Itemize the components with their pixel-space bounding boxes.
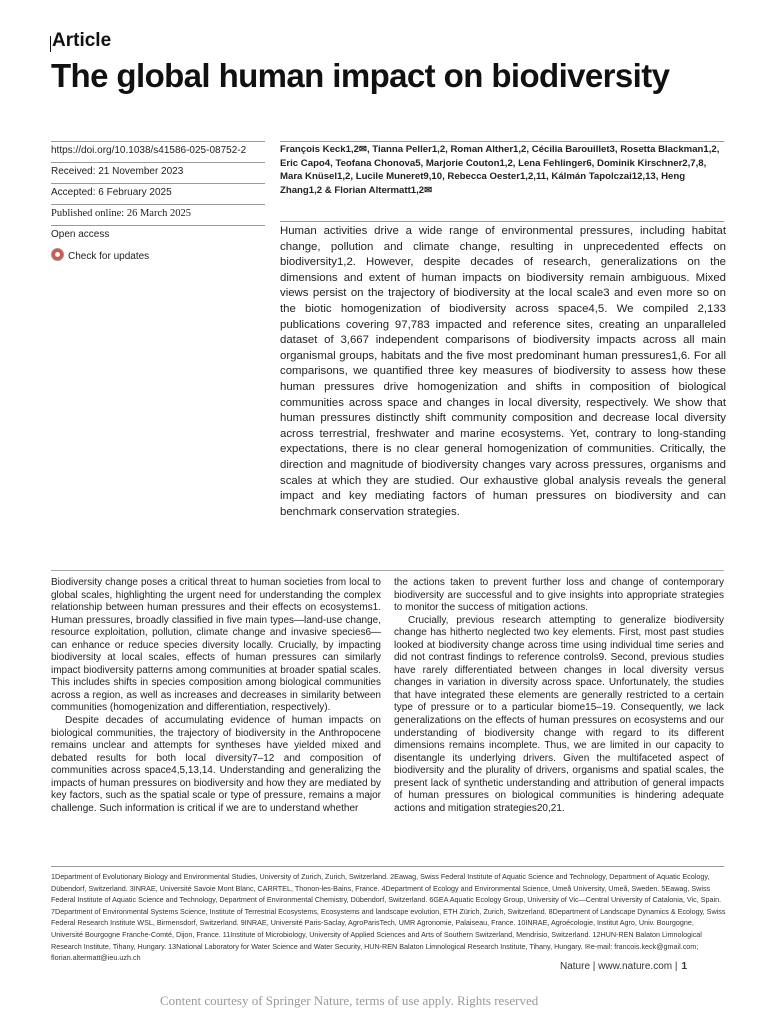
check-updates-icon [51,248,64,261]
affiliations-footnotes: 1Department of Evolutionary Biology and Environmental Studies, University of Zurich, Zurich, Switzerland. 2Eawag, Swiss Federal Institute of Aquatic Science and Technology, Department of Aquatic Ecology, Dübendorf, Switzerland. 3INRAE, Université Savoie Mont Blanc, CARRTEL, Thonon-les-Bains, France. 4Department of Ecology and Environmental Science, Umeå University, Umeå, Sweden. 5Eawag, Swiss Federal Institute of Aquatic Science and Technology, Department of Environmental Chemistry, Dübendorf, Switzerland. 6GEA Aquatic Ecology Group, University of Vic—Central University of Catalonia, Vic, Spain. 7Department of Environmental Systems Science, Institute of Terrestrial Ecosystems, Ecosystems and landscape evolution, ETH Zürich, Zurich, Switzerland. 8Department of Landscape Dynamics & Ecology, Swiss Federal Research Institute WSL, Birmensdorf, Switzerland. 9INRAE, Université Paris-Saclay, AgroParisTech, UMR Agronomie, Palaiseau, France. 10INRAE, Agroécologie, Institut Agro, Univ. Bourgogne, Université Bourgogne Franche-Comté, Dijon, France. 11Institute of Microbiology, University of Applied Sciences and Arts of Southern Switzerland, Mendrisio, Switzerland. 12HUN-REN Balaton Limnological Research Institute, Tihany, Hungary. 13National Laboratory for Water Science and Water Security, HUN-REN Balaton Limnological Research Institute, Tihany, Hungary. ✉e-mail: francois.keck@gmail.com; florian.altermatt@ieu.uzh.ch [51,872,726,963]
received-date: Received: 21 November 2023 [51,162,265,183]
doi-link[interactable]: https://doi.org/10.1038/s41586-025-08752-2 [51,141,265,162]
abstract-divider [280,221,724,222]
body-paragraph: Despite decades of accumulating evidence of human impacts on biological communities, the trajectory of biodiversity in the Anthropocene remains unclear and attempts for syntheses have yielded mixed and debated results for both local diversity7–12 and composition of communities across space4,5,13,14. Understanding and generalizing the impacts of human pressures on biodiversity and how they are mediated by key factors, such as the spatial scale or type of pressure, remains a major challenge. Such information is critical if we are to understand whether [51,715,381,814]
body-divider [51,570,724,571]
courtesy-watermark: Content courtesy of Springer Nature, terms of use apply. Rights reserved [160,993,539,1008]
body-paragraph: Biodiversity change poses a critical threat to human societies from local to global scales, highlighting the urgent need for understanding the complex relationship between human pressures and their effects on ecosystems1. Human pressures, broadly classified in five main types—land-use change, resource exploitation, pollution, climate change and invasive species6—can enhance or reduce species diversity locally. Crucially, by impacting biodiversity at local scales, effects of human pressures can similarly impact biodiversity patterns among communities at broader spatial scales. This includes shifts in species composition among biological communities across a region, as well as increases and decreases in similarity between communities (homogenization and differentiation, respectively). [51,577,381,714]
published-date: Published online: 26 March 2025 [51,204,265,225]
authors-divider [280,141,724,142]
check-updates-link[interactable] [51,246,265,268]
abstract: Human activities drive a wide range of environmental pressures, including habitat change, pollution and climate change, resulting in unprecedented effects on biodiversity1,2. However, despite decades of research, generalizations on the dimensions and extent of human impacts on biodiversity remain ambiguous. Mixed views persist on the trajectory of biodiversity at the local scale3 and even more so on the biotic homogenization of biodiversity across space4,5. We compiled 2,133 publications covering 97,783 impacted and reference sites, creating an unparalleled dataset of 3,667 independent comparisons of biodiversity impacts across all main organismal groups, habitats and the five most predominant human pressures1,6. For all comparisons, we quantified three key measures of biodiversity to assess how these human pressures drive homogenization and shifts in composition of biological communities across space and changes in local diversity, respectively. We show that human pressures distinctly shift community composition and decrease local diversity across terrestrial, freshwater and marine ecosystems. Yet, contrary to long-standing expectations, there is no clear general homogenization of communities. Critically, the direction and magnitude of biodiversity changes vary across pressures, organisms and scales at which they are studied. Our exhaustive global analysis reveals the general impact and key mediating factors of human pressures on biodiversity and can benchmark conservation strategies. [280,225,726,518]
body-paragraph: the actions taken to prevent further loss and change of contemporary biodiversity are successful and to give insights into appropriate strategies to monitor the success of mitigation actions. [394,577,724,614]
author-list: François Keck1,2✉, Tianna Peller1,2, Roman Alther1,2, Cécilia Barouillet3, Rosetta Blackman1,2, Eric Capo4, Teofana Chonova5, Marjorie Couton1,2, Lena Fehlinger6, Dominik Kirschner2,7,8, Mara Knüsel1,2, Lucile Muneret9,10, Rebecca Oester1,2,11, Kálmán Tapolczai12,13, Heng Zhang1,2 & Florian Altermatt1,2✉ [280,144,720,196]
journal-footer [560,961,687,972]
article-marker-rule [50,36,51,52]
accepted-date: Accepted: 6 February 2025 [51,183,265,204]
article-metadata [51,141,265,268]
body-column-right [394,577,724,815]
article-title: The global human impact on biodiversity [51,57,670,94]
page-number: 1 [681,961,688,972]
journal-footer-text: Nature | www.nature.com | [560,961,678,972]
open-access-label: Open access [51,225,265,246]
body-column-left [51,577,381,815]
check-updates-label: Check for updates [68,251,150,262]
body-paragraph: Crucially, previous research attempting to generalize biodiversity change has hitherto neglected two key elements. First, most past studies looked at biodiversity change across time using individual time series and did not contrast findings to reference controls9. Second, previous studies have rarely differentiated between changes in local diversity versus changes in variation in diversity across space. Unfortunately, the studies that have integrated these elements are generally restricted to a certain type of pressure or to a particular biome15–19. Consequently, we lack generalizations on the effects of human pressures on ecosystems and our understanding of biodiversity change with regard to its different dimensions remains incomplete. Thus, we are limited in our capacity to disentangle its underlying drivers. Given the multifaceted aspect of biodiversity and the plurality of drivers, organisms and spatial scales, the present lack of synthetic understanding and attribution of general impacts of human pressures on biological communities is hindering adequate actions and mitigation strategies20,21. [394,614,724,814]
footnotes-divider [51,866,724,867]
article-type-label: Article [52,30,112,51]
